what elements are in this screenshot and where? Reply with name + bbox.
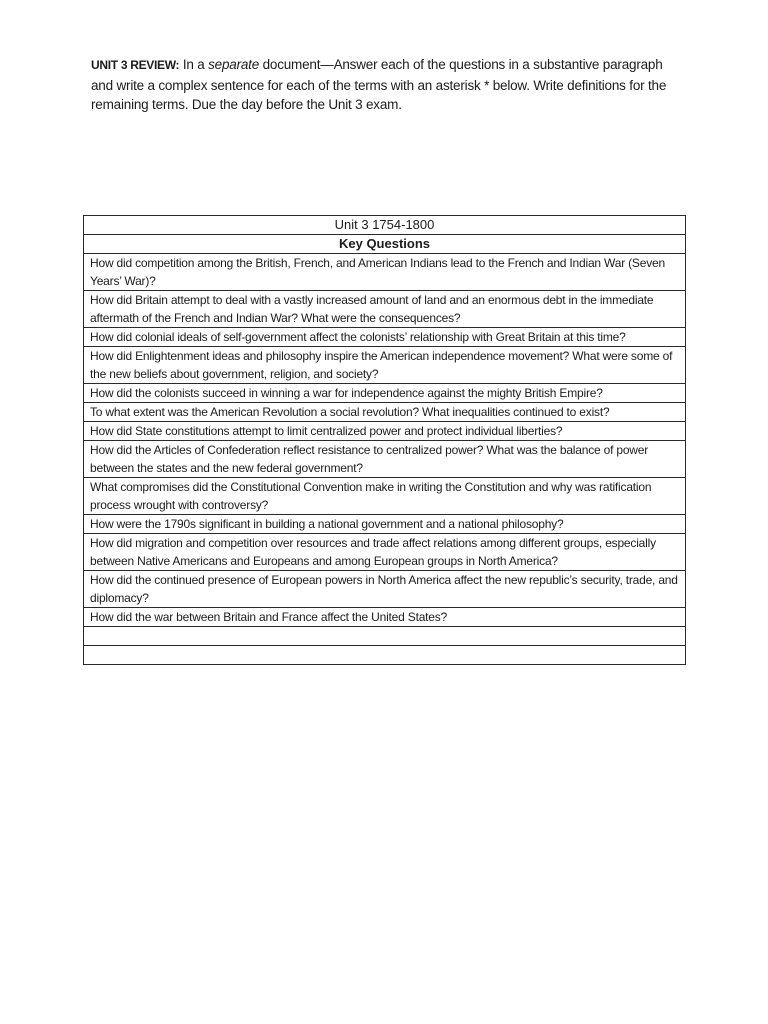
table-subtitle-row — [84, 235, 686, 254]
table-row — [84, 571, 686, 608]
table-row — [84, 422, 686, 441]
question-cell: How were the 1790s significant in building a national government and a national philosophy? — [84, 515, 686, 534]
blank-cell — [84, 627, 686, 646]
table-subtitle: Key Questions — [84, 235, 686, 254]
blank-table-row — [84, 646, 686, 665]
blank-table-row — [84, 627, 686, 646]
question-cell: How did the colonists succeed in winning a war for independence against the mighty British Empire? — [84, 384, 686, 403]
table-row — [84, 478, 686, 515]
question-cell: How did colonial ideals of self-government affect the colonists’ relationship with Great Britain at this time? — [84, 328, 686, 347]
question-cell: How did State constitutions attempt to limit centralized power and protect individual liberties? — [84, 422, 686, 441]
question-cell: How did Britain attempt to deal with a vastly increased amount of land and an enormous debt in the immediate aftermath of the French and Indian War? What were the consequences? — [84, 291, 686, 328]
question-cell: What compromises did the Constitutional Convention make in writing the Constitution and why was ratification process wrought with controversy? — [84, 478, 686, 515]
table-title: Unit 3 1754-1800 — [84, 216, 686, 235]
table-row — [84, 328, 686, 347]
question-cell: How did the war between Britain and France affect the United States? — [84, 608, 686, 627]
question-cell: How did Enlightenment ideas and philosophy inspire the American independence movement? What were some of the new beliefs about government, religion, and society? — [84, 347, 686, 384]
question-cell: How did the Articles of Confederation reflect resistance to centralized power? What was the balance of power between the states and the new federal government? — [84, 441, 686, 478]
instructions-paragraph — [91, 55, 687, 115]
instructions-label: UNIT 3 REVIEW: — [91, 58, 180, 72]
table-row — [84, 441, 686, 478]
table-row — [84, 534, 686, 571]
table-row — [84, 254, 686, 291]
instructions-text-before: In a — [179, 57, 209, 72]
table-row — [84, 403, 686, 422]
question-cell: How did migration and competition over resources and trade affect relations among different groups, especially between Native Americans and Europeans and among European groups in North America? — [84, 534, 686, 571]
table-row — [84, 384, 686, 403]
instructions-emphasis: separate — [208, 57, 260, 72]
question-cell: How did competition among the British, French, and American Indians lead to the French and Indian War (Seven Years’ War)? — [84, 254, 686, 291]
question-cell: To what extent was the American Revolution a social revolution? What inequalities continued to exist? — [84, 403, 686, 422]
question-cell: How did the continued presence of European powers in North America affect the new republic’s security, trade, and diplomacy? — [84, 571, 686, 608]
key-questions-table — [83, 215, 686, 665]
table-row — [84, 515, 686, 534]
table-title-row — [84, 216, 686, 235]
instructions-text-after: document—Answer each of the questions in a substantive paragraph and write a complex sentence for each of the terms with an asterisk * below. Write definitions for the remaining terms. Due the day before the Unit 3 exam. — [91, 57, 667, 112]
table-row — [84, 608, 686, 627]
table-row — [84, 291, 686, 328]
table-row — [84, 347, 686, 384]
blank-cell — [84, 646, 686, 665]
